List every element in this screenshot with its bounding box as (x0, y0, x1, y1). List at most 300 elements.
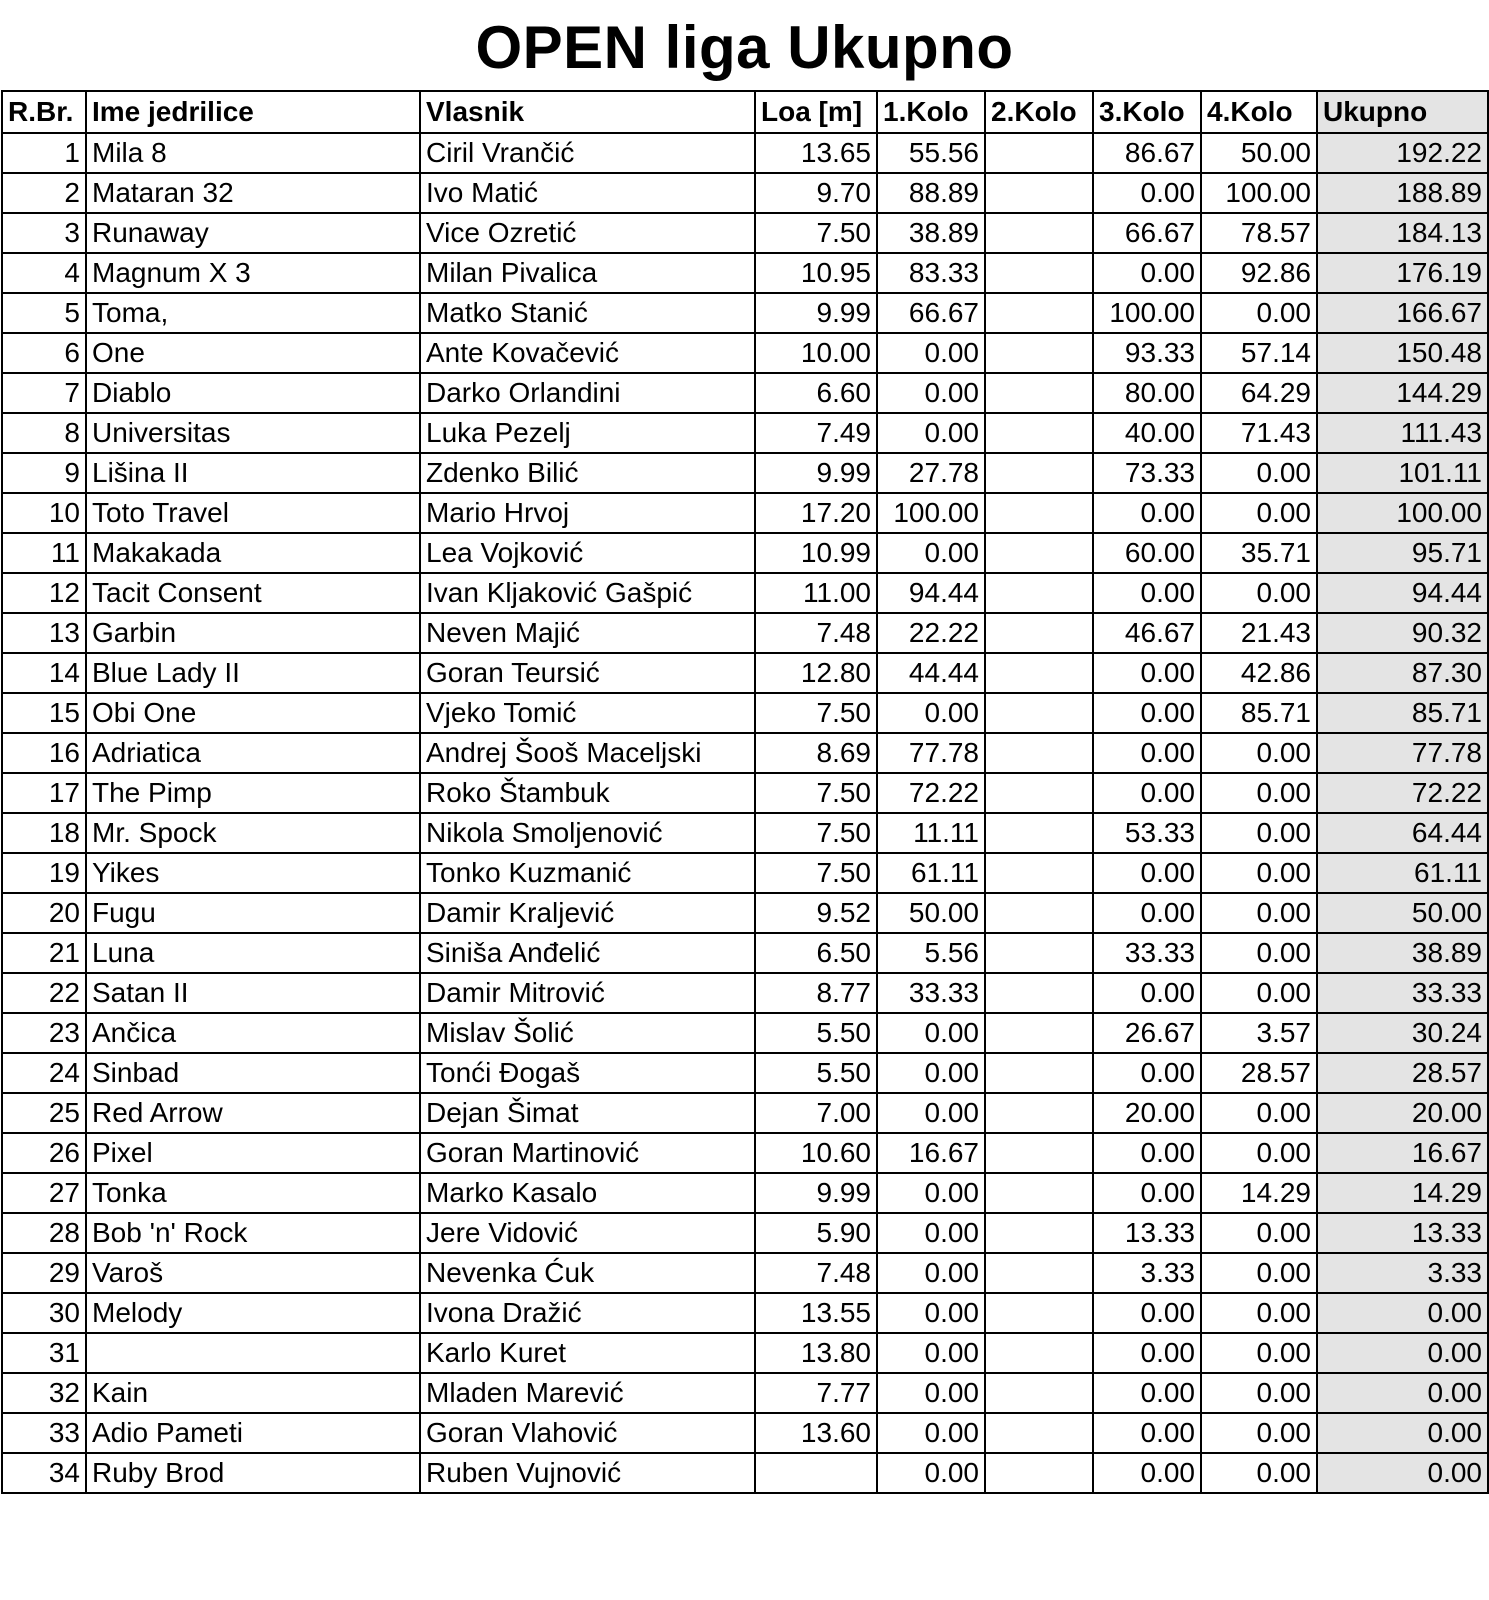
table-row (2, 1373, 1488, 1413)
cell-rbr: 15 (2, 693, 86, 733)
cell-kolo-3: 86.67 (1093, 133, 1201, 173)
cell-kolo-2 (985, 333, 1093, 373)
cell-kolo-3: 3.33 (1093, 1253, 1201, 1293)
cell-ime-jedrilice: Ruby Brod (86, 1453, 420, 1493)
cell-kolo-1: 0.00 (877, 533, 985, 573)
cell-kolo-3: 0.00 (1093, 653, 1201, 693)
cell-loa: 13.55 (755, 1293, 877, 1333)
cell-kolo-1: 0.00 (877, 1453, 985, 1493)
table-body (2, 133, 1488, 1493)
cell-vlasnik: Andrej Šooš Maceljski (420, 733, 755, 773)
cell-loa: 7.50 (755, 213, 877, 253)
cell-ime-jedrilice: Ančica (86, 1013, 420, 1053)
cell-kolo-1: 0.00 (877, 1053, 985, 1093)
table-row (2, 933, 1488, 973)
cell-rbr: 5 (2, 293, 86, 333)
cell-rbr: 17 (2, 773, 86, 813)
cell-rbr: 30 (2, 1293, 86, 1333)
table-row (2, 173, 1488, 213)
cell-kolo-2 (985, 453, 1093, 493)
col-header-ime-jedrilice: Ime jedrilice (86, 91, 420, 133)
cell-ime-jedrilice: Garbin (86, 613, 420, 653)
cell-ime-jedrilice: Bob 'n' Rock (86, 1213, 420, 1253)
cell-kolo-4: 0.00 (1201, 1093, 1317, 1133)
cell-ukupno: 0.00 (1317, 1333, 1488, 1373)
cell-ukupno: 176.19 (1317, 253, 1488, 293)
cell-vlasnik: Milan Pivalica (420, 253, 755, 293)
cell-kolo-3: 0.00 (1093, 893, 1201, 933)
table-row (2, 693, 1488, 733)
cell-kolo-3: 0.00 (1093, 493, 1201, 533)
cell-rbr: 7 (2, 373, 86, 413)
cell-vlasnik: Nikola Smoljenović (420, 813, 755, 853)
cell-rbr: 21 (2, 933, 86, 973)
cell-ime-jedrilice: Kain (86, 1373, 420, 1413)
table-row (2, 1253, 1488, 1293)
cell-vlasnik: Jere Vidović (420, 1213, 755, 1253)
cell-kolo-3: 0.00 (1093, 1453, 1201, 1493)
cell-kolo-2 (985, 293, 1093, 333)
cell-kolo-3: 0.00 (1093, 573, 1201, 613)
cell-vlasnik: Vjeko Tomić (420, 693, 755, 733)
cell-kolo-2 (985, 1133, 1093, 1173)
cell-kolo-1: 0.00 (877, 1213, 985, 1253)
col-header-loa: Loa [m] (755, 91, 877, 133)
cell-vlasnik: Roko Štambuk (420, 773, 755, 813)
cell-ime-jedrilice: Runaway (86, 213, 420, 253)
cell-kolo-1: 27.78 (877, 453, 985, 493)
cell-kolo-1: 100.00 (877, 493, 985, 533)
cell-ukupno: 72.22 (1317, 773, 1488, 813)
cell-rbr: 27 (2, 1173, 86, 1213)
cell-vlasnik: Neven Majić (420, 613, 755, 653)
cell-ime-jedrilice: Red Arrow (86, 1093, 420, 1133)
cell-kolo-2 (985, 933, 1093, 973)
cell-ime-jedrilice: Melody (86, 1293, 420, 1333)
cell-kolo-1: 11.11 (877, 813, 985, 853)
cell-rbr: 12 (2, 573, 86, 613)
cell-kolo-1: 0.00 (877, 1333, 985, 1373)
cell-kolo-1: 0.00 (877, 1373, 985, 1413)
cell-kolo-2 (985, 253, 1093, 293)
cell-kolo-4: 0.00 (1201, 453, 1317, 493)
cell-kolo-1: 44.44 (877, 653, 985, 693)
cell-vlasnik: Tonko Kuzmanić (420, 853, 755, 893)
table-row (2, 1293, 1488, 1333)
cell-kolo-1: 0.00 (877, 373, 985, 413)
cell-kolo-1: 0.00 (877, 1093, 985, 1133)
cell-ukupno: 166.67 (1317, 293, 1488, 333)
cell-kolo-4: 64.29 (1201, 373, 1317, 413)
cell-kolo-4: 100.00 (1201, 173, 1317, 213)
cell-rbr: 32 (2, 1373, 86, 1413)
cell-rbr: 29 (2, 1253, 86, 1293)
cell-loa: 5.50 (755, 1053, 877, 1093)
cell-kolo-2 (985, 1413, 1093, 1453)
cell-kolo-2 (985, 573, 1093, 613)
cell-kolo-4: 0.00 (1201, 493, 1317, 533)
cell-ime-jedrilice: Toma, (86, 293, 420, 333)
cell-loa: 8.77 (755, 973, 877, 1013)
cell-kolo-1: 0.00 (877, 1173, 985, 1213)
cell-kolo-2 (985, 373, 1093, 413)
col-header-rbr: R.Br. (2, 91, 86, 133)
table-row (2, 773, 1488, 813)
cell-kolo-3: 0.00 (1093, 1333, 1201, 1373)
cell-loa: 7.50 (755, 813, 877, 853)
table-row (2, 1053, 1488, 1093)
cell-ukupno: 94.44 (1317, 573, 1488, 613)
cell-kolo-3: 33.33 (1093, 933, 1201, 973)
col-header-kolo-4: 4.Kolo (1201, 91, 1317, 133)
cell-vlasnik: Siniša Anđelić (420, 933, 755, 973)
cell-loa: 6.60 (755, 373, 877, 413)
cell-rbr: 18 (2, 813, 86, 853)
cell-loa: 5.90 (755, 1213, 877, 1253)
cell-ukupno: 111.43 (1317, 413, 1488, 453)
cell-rbr: 3 (2, 213, 86, 253)
cell-kolo-2 (985, 1333, 1093, 1373)
cell-kolo-3: 100.00 (1093, 293, 1201, 333)
cell-vlasnik: Ivan Kljaković Gašpić (420, 573, 755, 613)
cell-loa: 13.65 (755, 133, 877, 173)
cell-kolo-3: 60.00 (1093, 533, 1201, 573)
cell-kolo-1: 0.00 (877, 413, 985, 453)
cell-kolo-4: 0.00 (1201, 773, 1317, 813)
cell-vlasnik: Vice Ozretić (420, 213, 755, 253)
cell-vlasnik: Luka Pezelj (420, 413, 755, 453)
cell-kolo-2 (985, 693, 1093, 733)
cell-rbr: 8 (2, 413, 86, 453)
cell-kolo-3: 0.00 (1093, 1173, 1201, 1213)
cell-kolo-2 (985, 1293, 1093, 1333)
cell-loa: 7.50 (755, 693, 877, 733)
cell-kolo-3: 13.33 (1093, 1213, 1201, 1253)
cell-vlasnik: Mladen Marević (420, 1373, 755, 1413)
cell-kolo-4: 0.00 (1201, 973, 1317, 1013)
cell-kolo-4: 0.00 (1201, 1413, 1317, 1453)
cell-loa: 6.50 (755, 933, 877, 973)
cell-loa (755, 1453, 877, 1493)
cell-loa: 7.48 (755, 613, 877, 653)
cell-ukupno: 28.57 (1317, 1053, 1488, 1093)
cell-kolo-4: 78.57 (1201, 213, 1317, 253)
cell-ime-jedrilice: Mila 8 (86, 133, 420, 173)
cell-kolo-1: 94.44 (877, 573, 985, 613)
cell-kolo-2 (985, 1213, 1093, 1253)
table-row (2, 1013, 1488, 1053)
cell-vlasnik: Damir Kraljević (420, 893, 755, 933)
cell-kolo-4: 0.00 (1201, 1333, 1317, 1373)
cell-kolo-1: 88.89 (877, 173, 985, 213)
cell-ukupno: 90.32 (1317, 613, 1488, 653)
cell-kolo-2 (985, 1253, 1093, 1293)
table-row (2, 493, 1488, 533)
cell-kolo-3: 0.00 (1093, 1053, 1201, 1093)
cell-vlasnik: Goran Teursić (420, 653, 755, 693)
table-row (2, 733, 1488, 773)
cell-ime-jedrilice: Satan II (86, 973, 420, 1013)
cell-kolo-3: 0.00 (1093, 733, 1201, 773)
cell-kolo-4: 0.00 (1201, 293, 1317, 333)
cell-ime-jedrilice: Toto Travel (86, 493, 420, 533)
cell-kolo-4: 14.29 (1201, 1173, 1317, 1213)
cell-vlasnik: Ivo Matić (420, 173, 755, 213)
cell-rbr: 33 (2, 1413, 86, 1453)
cell-ukupno: 85.71 (1317, 693, 1488, 733)
cell-kolo-1: 0.00 (877, 693, 985, 733)
table-row (2, 1453, 1488, 1493)
cell-rbr: 34 (2, 1453, 86, 1493)
cell-ukupno: 16.67 (1317, 1133, 1488, 1173)
cell-kolo-3: 20.00 (1093, 1093, 1201, 1133)
cell-ime-jedrilice: Tonka (86, 1173, 420, 1213)
cell-kolo-3: 66.67 (1093, 213, 1201, 253)
cell-loa: 13.60 (755, 1413, 877, 1453)
cell-ukupno: 3.33 (1317, 1253, 1488, 1293)
cell-ukupno: 61.11 (1317, 853, 1488, 893)
cell-kolo-4: 0.00 (1201, 1373, 1317, 1413)
cell-ime-jedrilice: The Pimp (86, 773, 420, 813)
cell-kolo-1: 0.00 (877, 333, 985, 373)
cell-ukupno: 20.00 (1317, 1093, 1488, 1133)
cell-ime-jedrilice: Magnum X 3 (86, 253, 420, 293)
cell-ukupno: 101.11 (1317, 453, 1488, 493)
cell-kolo-4: 35.71 (1201, 533, 1317, 573)
cell-ime-jedrilice: Fugu (86, 893, 420, 933)
cell-kolo-4: 71.43 (1201, 413, 1317, 453)
cell-ukupno: 95.71 (1317, 533, 1488, 573)
cell-rbr: 6 (2, 333, 86, 373)
cell-kolo-2 (985, 1373, 1093, 1413)
cell-ime-jedrilice: Pixel (86, 1133, 420, 1173)
cell-ukupno: 33.33 (1317, 973, 1488, 1013)
cell-vlasnik: Marko Kasalo (420, 1173, 755, 1213)
cell-kolo-1: 16.67 (877, 1133, 985, 1173)
cell-vlasnik: Ruben Vujnović (420, 1453, 755, 1493)
cell-loa: 8.69 (755, 733, 877, 773)
cell-ukupno: 87.30 (1317, 653, 1488, 693)
table-row (2, 1173, 1488, 1213)
cell-kolo-2 (985, 1093, 1093, 1133)
col-header-kolo-1: 1.Kolo (877, 91, 985, 133)
cell-loa: 9.99 (755, 453, 877, 493)
cell-vlasnik: Zdenko Bilić (420, 453, 755, 493)
table-row (2, 453, 1488, 493)
cell-vlasnik: Ivona Dražić (420, 1293, 755, 1333)
cell-loa: 10.60 (755, 1133, 877, 1173)
cell-ime-jedrilice: One (86, 333, 420, 373)
col-header-kolo-2: 2.Kolo (985, 91, 1093, 133)
cell-kolo-4: 0.00 (1201, 853, 1317, 893)
cell-kolo-2 (985, 1013, 1093, 1053)
cell-rbr: 13 (2, 613, 86, 653)
cell-ime-jedrilice: Yikes (86, 853, 420, 893)
table-row (2, 1413, 1488, 1453)
cell-kolo-3: 0.00 (1093, 773, 1201, 813)
cell-rbr: 2 (2, 173, 86, 213)
cell-rbr: 28 (2, 1213, 86, 1253)
table-row (2, 973, 1488, 1013)
table-row (2, 1133, 1488, 1173)
cell-vlasnik: Tonći Đogaš (420, 1053, 755, 1093)
cell-ukupno: 150.48 (1317, 333, 1488, 373)
cell-ukupno: 0.00 (1317, 1453, 1488, 1493)
cell-kolo-3: 0.00 (1093, 253, 1201, 293)
cell-kolo-1: 83.33 (877, 253, 985, 293)
cell-kolo-3: 73.33 (1093, 453, 1201, 493)
cell-kolo-4: 0.00 (1201, 933, 1317, 973)
table-row (2, 893, 1488, 933)
cell-kolo-4: 0.00 (1201, 893, 1317, 933)
cell-loa: 9.99 (755, 1173, 877, 1213)
cell-rbr: 24 (2, 1053, 86, 1093)
cell-kolo-3: 0.00 (1093, 173, 1201, 213)
cell-kolo-4: 57.14 (1201, 333, 1317, 373)
cell-rbr: 31 (2, 1333, 86, 1373)
cell-loa: 13.80 (755, 1333, 877, 1373)
cell-kolo-1: 66.67 (877, 293, 985, 333)
cell-rbr: 9 (2, 453, 86, 493)
cell-ukupno: 100.00 (1317, 493, 1488, 533)
cell-vlasnik: Mario Hrvoj (420, 493, 755, 533)
cell-loa: 5.50 (755, 1013, 877, 1053)
cell-kolo-2 (985, 533, 1093, 573)
cell-kolo-4: 28.57 (1201, 1053, 1317, 1093)
table-row (2, 333, 1488, 373)
cell-kolo-4: 0.00 (1201, 1213, 1317, 1253)
cell-ime-jedrilice: Luna (86, 933, 420, 973)
cell-kolo-3: 0.00 (1093, 1133, 1201, 1173)
cell-kolo-2 (985, 653, 1093, 693)
page-title: OPEN liga Ukupno (475, 14, 1014, 81)
cell-vlasnik: Goran Martinović (420, 1133, 755, 1173)
table-row (2, 253, 1488, 293)
col-header-vlasnik: Vlasnik (420, 91, 755, 133)
cell-kolo-4: 42.86 (1201, 653, 1317, 693)
cell-ime-jedrilice: Mataran 32 (86, 173, 420, 213)
cell-kolo-4: 0.00 (1201, 573, 1317, 613)
cell-kolo-2 (985, 773, 1093, 813)
cell-kolo-2 (985, 173, 1093, 213)
cell-kolo-2 (985, 413, 1093, 453)
cell-loa: 10.99 (755, 533, 877, 573)
cell-ukupno: 14.29 (1317, 1173, 1488, 1213)
cell-kolo-1: 0.00 (877, 1253, 985, 1293)
table-row (2, 853, 1488, 893)
cell-rbr: 14 (2, 653, 86, 693)
cell-rbr: 25 (2, 1093, 86, 1133)
cell-kolo-3: 0.00 (1093, 1413, 1201, 1453)
cell-kolo-1: 61.11 (877, 853, 985, 893)
cell-kolo-1: 0.00 (877, 1013, 985, 1053)
table-row (2, 1213, 1488, 1253)
cell-vlasnik: Mislav Šolić (420, 1013, 755, 1053)
cell-vlasnik: Nevenka Ćuk (420, 1253, 755, 1293)
cell-kolo-2 (985, 613, 1093, 653)
cell-ime-jedrilice: Lišina II (86, 453, 420, 493)
cell-kolo-3: 0.00 (1093, 973, 1201, 1013)
table-row (2, 813, 1488, 853)
cell-kolo-2 (985, 733, 1093, 773)
results-table (1, 90, 1489, 1494)
table-row (2, 1093, 1488, 1133)
cell-kolo-2 (985, 493, 1093, 533)
cell-loa: 7.00 (755, 1093, 877, 1133)
table-row (2, 1333, 1488, 1373)
cell-kolo-3: 53.33 (1093, 813, 1201, 853)
cell-vlasnik: Ante Kovačević (420, 333, 755, 373)
cell-loa: 9.99 (755, 293, 877, 333)
table-row (2, 213, 1488, 253)
table-row (2, 373, 1488, 413)
cell-kolo-2 (985, 813, 1093, 853)
cell-kolo-3: 46.67 (1093, 613, 1201, 653)
table-header-row (2, 91, 1488, 133)
cell-rbr: 4 (2, 253, 86, 293)
cell-kolo-4: 0.00 (1201, 813, 1317, 853)
cell-ukupno: 0.00 (1317, 1413, 1488, 1453)
cell-kolo-2 (985, 213, 1093, 253)
cell-ime-jedrilice: Makakada (86, 533, 420, 573)
cell-kolo-1: 5.56 (877, 933, 985, 973)
cell-ukupno: 13.33 (1317, 1213, 1488, 1253)
table-row (2, 573, 1488, 613)
cell-loa: 7.49 (755, 413, 877, 453)
cell-kolo-1: 55.56 (877, 133, 985, 173)
cell-kolo-4: 0.00 (1201, 1133, 1317, 1173)
cell-vlasnik: Karlo Kuret (420, 1333, 755, 1373)
cell-vlasnik: Goran Vlahović (420, 1413, 755, 1453)
cell-kolo-3: 40.00 (1093, 413, 1201, 453)
cell-ime-jedrilice: Tacit Consent (86, 573, 420, 613)
cell-ukupno: 30.24 (1317, 1013, 1488, 1053)
cell-ime-jedrilice: Mr. Spock (86, 813, 420, 853)
cell-loa: 7.48 (755, 1253, 877, 1293)
cell-kolo-2 (985, 853, 1093, 893)
cell-ukupno: 38.89 (1317, 933, 1488, 973)
cell-kolo-1: 33.33 (877, 973, 985, 1013)
cell-kolo-4: 0.00 (1201, 1453, 1317, 1493)
cell-vlasnik: Matko Stanić (420, 293, 755, 333)
table-row (2, 613, 1488, 653)
table-row (2, 653, 1488, 693)
cell-loa: 11.00 (755, 573, 877, 613)
cell-ime-jedrilice: Adio Pameti (86, 1413, 420, 1453)
cell-loa: 7.77 (755, 1373, 877, 1413)
col-header-kolo-3: 3.Kolo (1093, 91, 1201, 133)
cell-kolo-1: 0.00 (877, 1293, 985, 1333)
cell-ime-jedrilice (86, 1333, 420, 1373)
cell-ukupno: 192.22 (1317, 133, 1488, 173)
cell-rbr: 23 (2, 1013, 86, 1053)
cell-kolo-4: 3.57 (1201, 1013, 1317, 1053)
cell-ime-jedrilice: Universitas (86, 413, 420, 453)
cell-loa: 12.80 (755, 653, 877, 693)
cell-loa: 10.00 (755, 333, 877, 373)
cell-kolo-4: 21.43 (1201, 613, 1317, 653)
cell-kolo-4: 85.71 (1201, 693, 1317, 733)
cell-kolo-1: 50.00 (877, 893, 985, 933)
cell-vlasnik: Damir Mitrović (420, 973, 755, 1013)
cell-kolo-4: 92.86 (1201, 253, 1317, 293)
cell-vlasnik: Dejan Šimat (420, 1093, 755, 1133)
cell-rbr: 19 (2, 853, 86, 893)
cell-vlasnik: Ciril Vrančić (420, 133, 755, 173)
cell-kolo-2 (985, 1453, 1093, 1493)
cell-ime-jedrilice: Varoš (86, 1253, 420, 1293)
col-header-ukupno: Ukupno (1317, 91, 1488, 133)
